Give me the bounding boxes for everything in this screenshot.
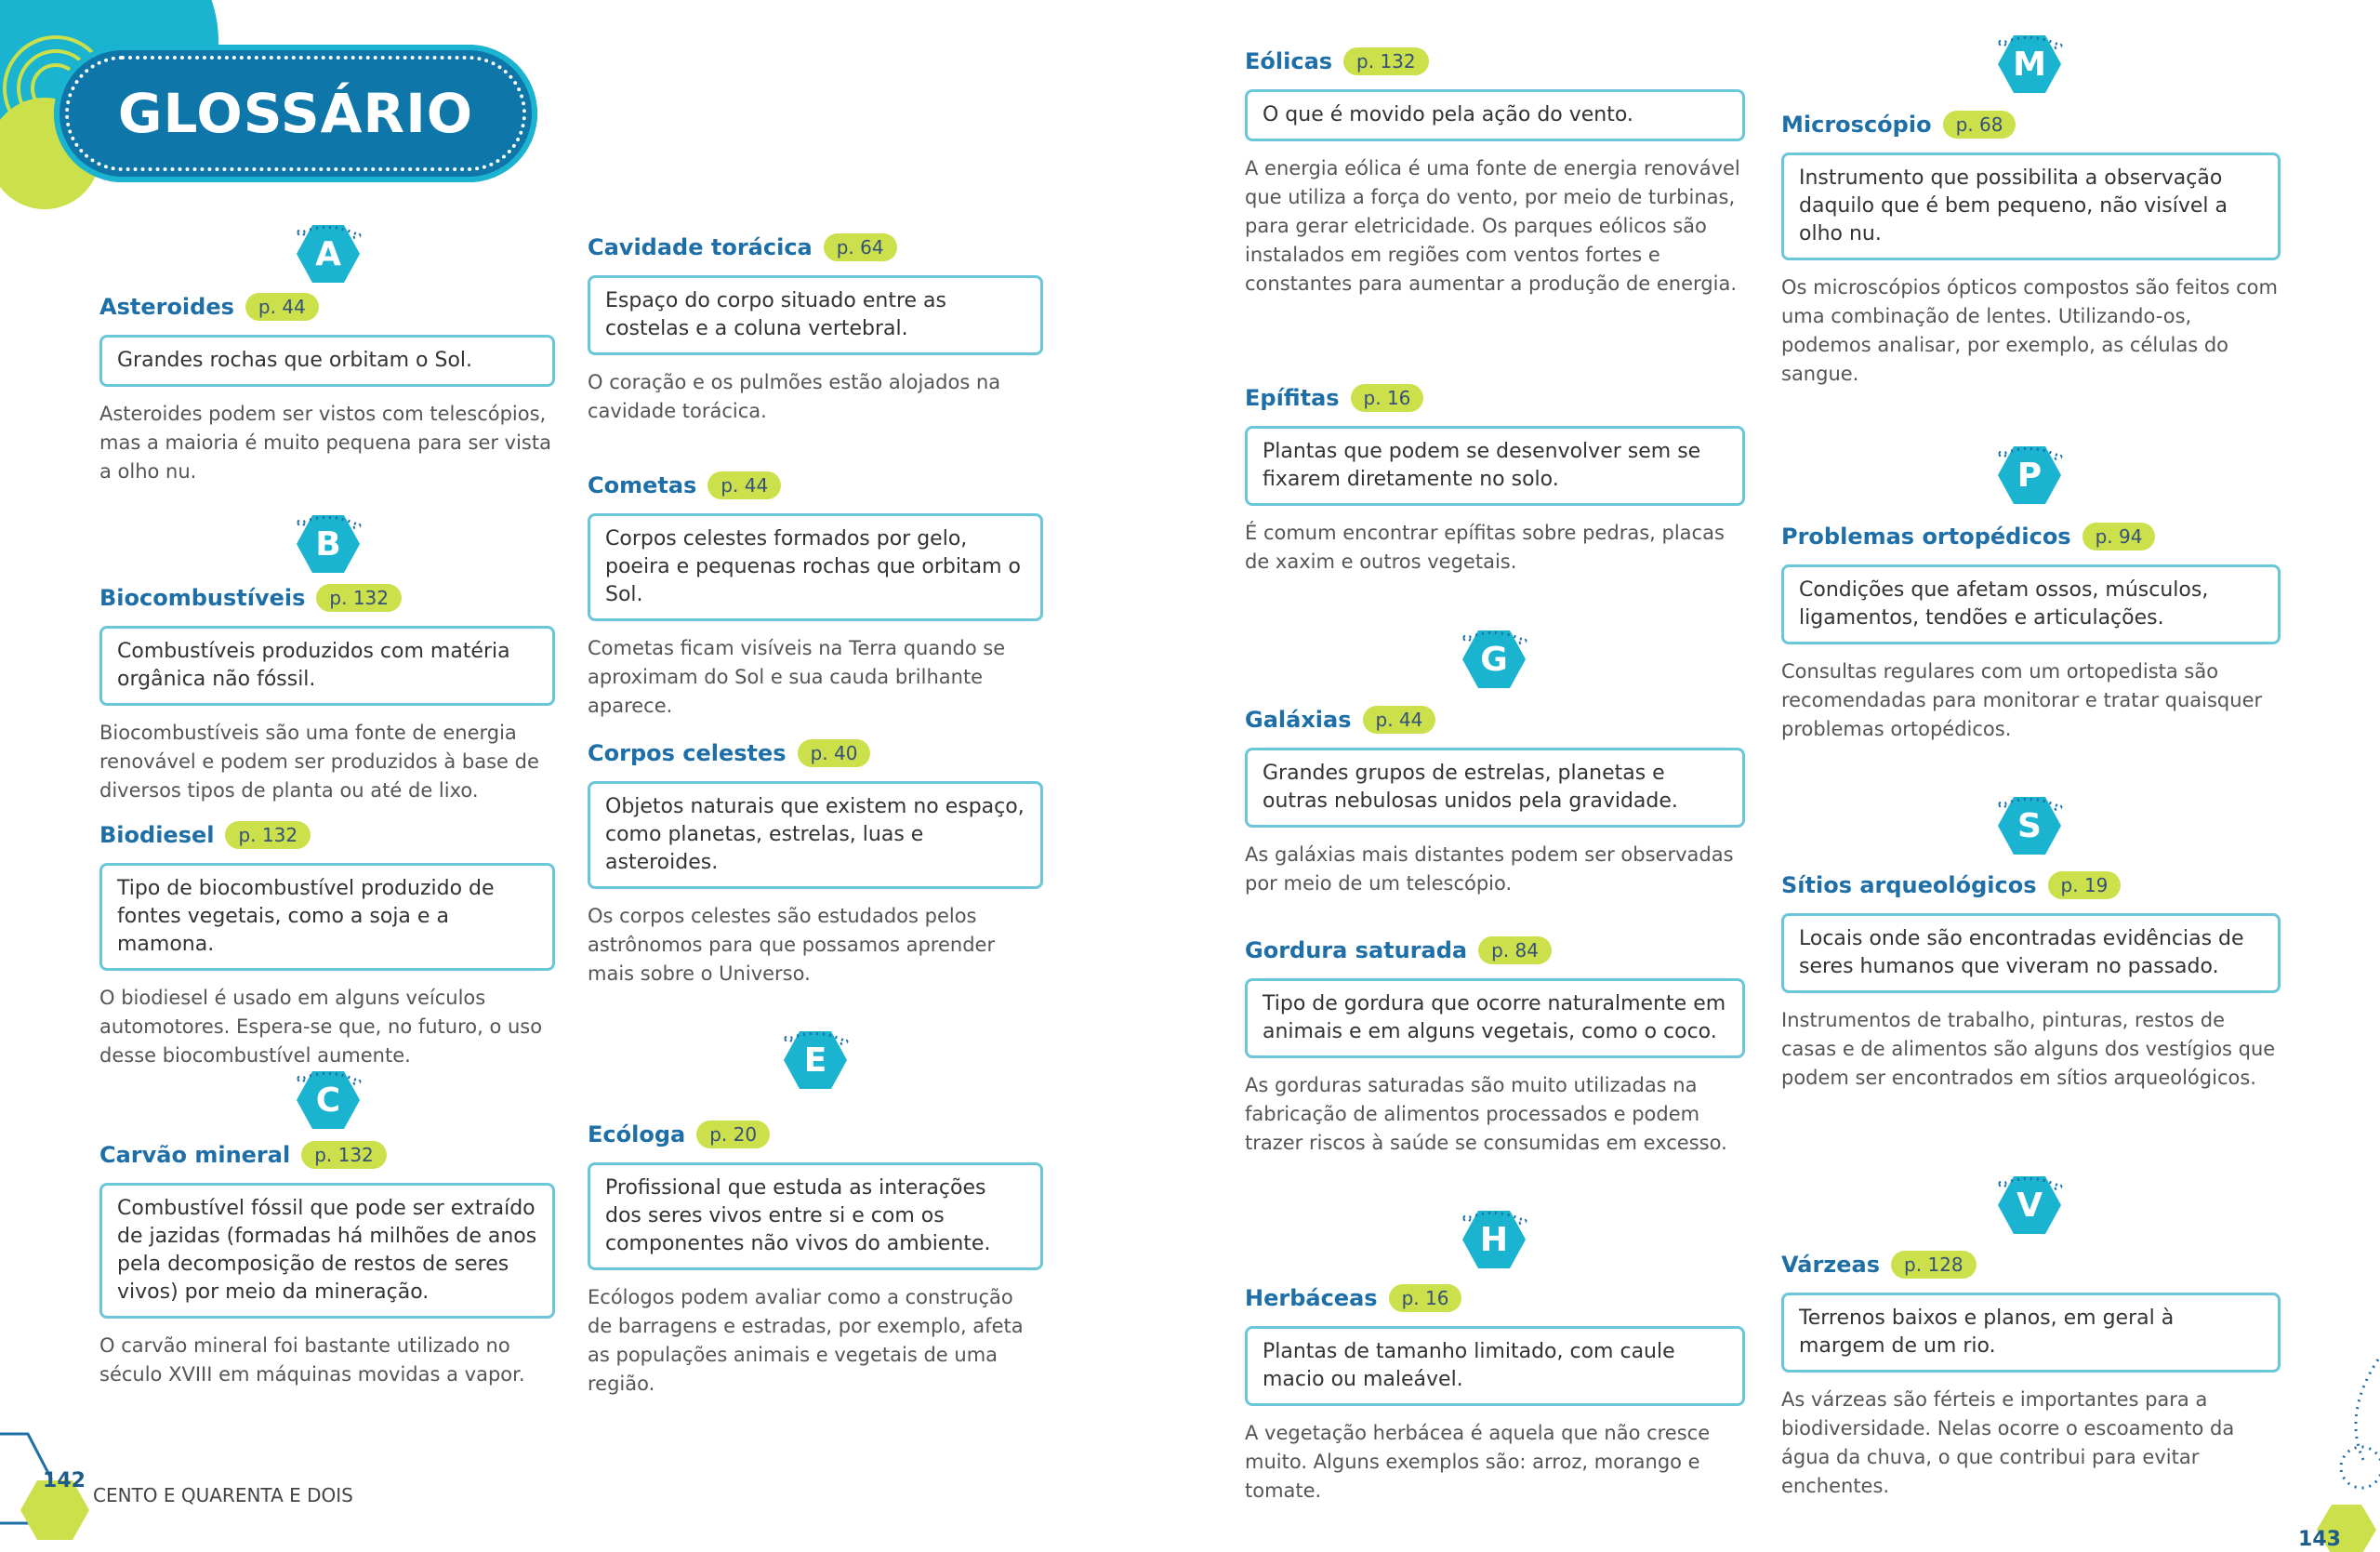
definition-box: Tipo de biocombustível produzido de fontes vegetais, como a soja e a mamona. [99,863,555,971]
definition-box: Grandes rochas que orbitam o Sol. [99,335,555,387]
definition-box: Grandes grupos de estrelas, planetas e outras nebulosas unidos pela gravidade. [1245,748,1745,828]
entry-cavidade-toracica [588,231,1043,426]
dotted-arc-decoration [2306,1358,2380,1552]
example-text: O coração e os pulmões estão alojados na cavidade torácica. [588,371,1001,422]
letter-v-marker: V [1997,1174,2062,1236]
definition-box: Combustíveis produzidos com matéria orgânica não fóssil. [99,626,555,706]
page-number-left: 142 [43,1468,86,1492]
definition-box: Corpos celestes formados por gelo, poeira e pequenas rochas que orbitam o Sol. [588,513,1043,621]
definition-box: Objetos naturais que existem no espaço, como planetas, estrelas, luas e asteroides. [588,781,1043,889]
term-title: Sítios arqueológicos [1781,872,2037,898]
entry-carvao-mineral [99,1138,555,1389]
entry-gordura-saturada [1245,934,1745,1158]
letter-s-marker: S [1997,795,2062,856]
term-title: Microscópio [1781,112,1932,138]
page-ref: p. 128 [1891,1251,1977,1279]
page-ref: p. 132 [225,821,311,849]
page-number-words: CENTO E QUARENTA E DOIS [93,1484,353,1506]
page-ref: p. 20 [696,1121,770,1148]
page-ref: p. 16 [1389,1284,1462,1312]
example-text: Cometas ficam visíveis na Terra quando se aproximam do Sol e sua cauda brilhante aparece. [588,637,1006,717]
title-banner [54,45,537,182]
term-title: Herbáceas [1245,1285,1378,1311]
definition-box: Terrenos baixos e planos, em geral à margem de um rio. [1781,1293,2281,1373]
entry-asteroides [99,290,555,486]
term-title: Várzeas [1781,1252,1881,1278]
example-text: As várzeas são férteis e importantes para a biodiversidade. Nelas ocorre o escoamento da água da chuva, o que contribui para evitar enchentes. [1781,1388,2235,1497]
term-title: Corpos celestes [588,740,787,766]
term-title: Gordura saturada [1245,937,1468,963]
page-ref: p. 64 [824,233,897,261]
example-text: Os microscópios ópticos compostos são feitos com uma combinação de lentes. Utilizando-os, podemos analisar, por exemplo, as células do sangue. [1781,276,2278,385]
letter-a-marker: A [296,223,361,285]
page-ref: p. 40 [798,739,871,767]
example-text: Os corpos celestes são estudados pelos astrônomos para que possamos aprender mais sobre o Universo. [588,905,996,985]
definition-box: Espaço do corpo situado entre as costelas e a coluna vertebral. [588,275,1043,355]
entry-galaxias [1245,703,1745,898]
definition-box: Instrumento que possibilita a observação daquilo que é bem pequeno, não visível a olho nu. [1781,153,2281,260]
entry-herbaceas [1245,1281,1745,1506]
term-title: Epífitas [1245,385,1340,411]
term-title: Ecóloga [588,1121,686,1147]
definition-box: Plantas de tamanho limitado, com caule macio ou maleável. [1245,1326,1745,1406]
page-ref: p. 132 [316,584,402,612]
entry-eolicas [1245,45,1745,298]
term-title: Eólicas [1245,48,1333,74]
term-title: Biodiesel [99,822,215,848]
example-text: A vegetação herbácea é aquela que não cresce muito. Alguns exemplos são: arroz, morango e tomate. [1245,1422,1711,1502]
page-ref: p. 132 [301,1141,387,1169]
page-ref: p. 44 [1363,706,1436,734]
example-text: Consultas regulares com um ortopedista são recomendadas para monitorar e tratar quaisquer problemas ortopédicos. [1781,660,2263,740]
example-text: Biocombustíveis são uma fonte de energia renovável e podem ser produzidos à base de diversos tipos de planta ou até de lixo. [99,722,539,802]
definition-box: Locais onde são encontradas evidências de seres humanos que viveram no passado. [1781,913,2281,993]
entry-biocombustiveis [99,581,555,805]
term-title: Cavidade torácica [588,234,813,260]
entry-varzeas [1781,1248,2281,1501]
example-text: Asteroides podem ser vistos com telescópios, mas a maioria é muito pequena para ser vista a olho nu. [99,403,551,483]
example-text: As gorduras saturadas são muito utilizadas na fabricação de alimentos processados e podem trazer riscos à saúde se consumidas em excesso. [1245,1074,1727,1154]
term-title: Problemas ortopédicos [1781,524,2071,550]
page-ref: p. 44 [245,293,319,321]
term-title: Galáxias [1245,707,1352,733]
letter-h-marker: H [1461,1209,1527,1270]
entry-cometas [588,469,1043,721]
entry-biodiesel [99,818,555,1070]
definition-box: Combustível fóssil que pode ser extraído de jazidas (formadas há milhões de anos pela decomposição de restos de seres vivos) por meio da mineração. [99,1183,555,1319]
page-number-right: 143 [2298,1528,2341,1551]
letter-m-marker: M [1997,33,2062,95]
example-text: As galáxias mais distantes podem ser observadas por meio de um telescópio. [1245,843,1734,895]
entry-corpos-celestes [588,736,1043,988]
example-text: É comum encontrar epífitas sobre pedras, placas de xaxim e outros vegetais. [1245,522,1725,573]
definition-box: O que é movido pela ação do vento. [1245,89,1745,141]
definition-box: Profissional que estuda as interações dos seres vivos entre si e com os componentes não vivos do ambiente. [588,1162,1043,1270]
term-title: Cometas [588,472,697,498]
page-ref: p. 19 [2048,871,2122,899]
letter-e-marker: E [783,1029,848,1091]
page-ref: p. 84 [1478,936,1552,964]
example-text: A energia eólica é uma fonte de energia renovável que utiliza a força do vento, por meio de turbinas, para gerar eletricidade. Os parques eólicos são instalados em regiões com ventos fortes e constantes para aumentar a produção de energia. [1245,157,1740,295]
example-text: Ecólogos podem avaliar como a construção de barragens e estradas, por exemplo, afeta as populações animais e vegetais de uma região. [588,1286,1024,1395]
letter-p-marker: P [1997,444,2062,506]
page-title: GLOSSÁRIO [117,82,474,145]
page-ref: p. 94 [2082,523,2156,550]
example-text: Instrumentos de trabalho, pinturas, restos de casas e de alimentos são alguns dos vestígios que podem ser encontrados em sítios arqueológicos. [1781,1009,2276,1089]
letter-c-marker: C [296,1069,361,1131]
entry-problemas-ortopedicos [1781,520,2281,744]
page-ref: p. 44 [707,471,781,499]
page-ref: p. 16 [1351,384,1424,412]
term-title: Carvão mineral [99,1142,291,1168]
example-text: O biodiesel é usado em alguns veículos automotores. Espera-se que, no futuro, o uso desse biocombustível aumente. [99,987,543,1067]
term-title: Biocombustíveis [99,585,306,611]
letter-b-marker: B [296,513,361,575]
example-text: O carvão mineral foi bastante utilizado no século XVIII em máquinas movidas a vapor. [99,1334,525,1386]
entry-ecologa [588,1118,1043,1399]
entry-sitios-arqueologicos [1781,869,2281,1093]
page-ref: p. 68 [1943,111,2016,139]
page-ref: p. 132 [1343,47,1429,75]
definition-box: Plantas que podem se desenvolver sem se fixarem diretamente no solo. [1245,426,1745,506]
entry-microscopio [1781,108,2281,389]
entry-epifitas [1245,381,1745,577]
definition-box: Tipo de gordura que ocorre naturalmente em animais e em alguns vegetais, como o coco. [1245,978,1745,1058]
term-title: Asteroides [99,294,234,320]
letter-g-marker: G [1461,629,1527,690]
definition-box: Condições que afetam ossos, músculos, ligamentos, tendões e articulações. [1781,564,2281,644]
